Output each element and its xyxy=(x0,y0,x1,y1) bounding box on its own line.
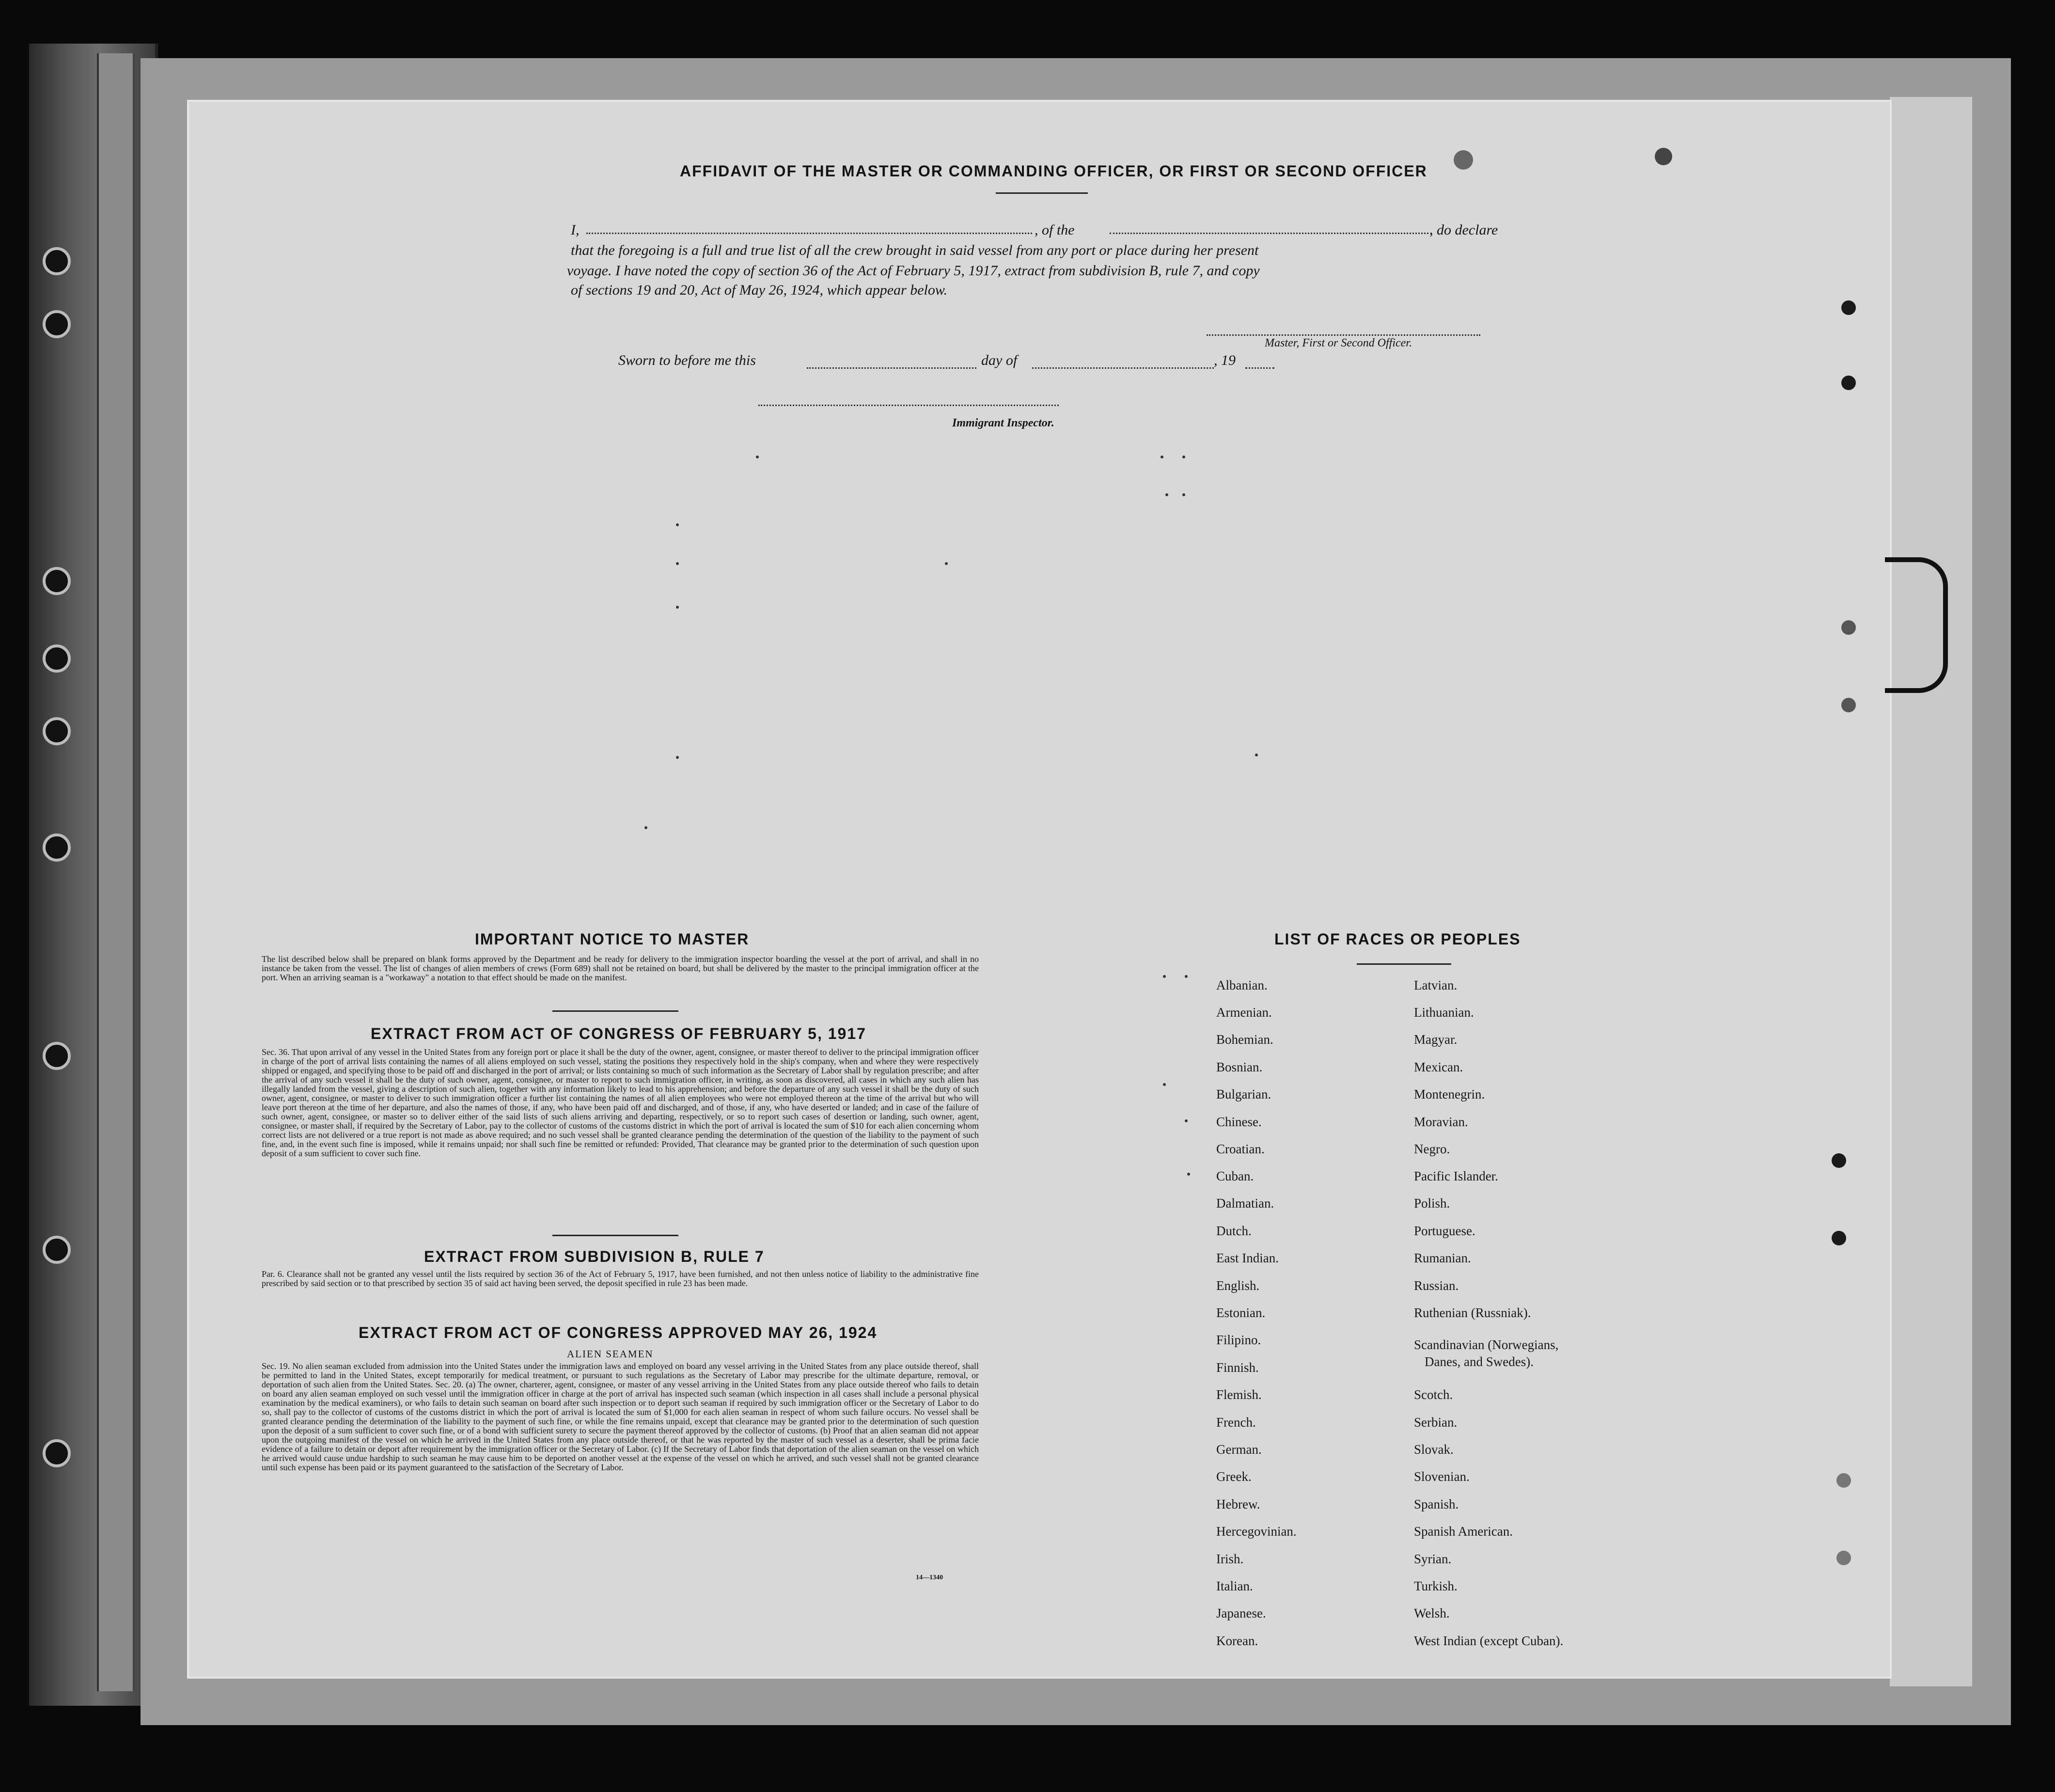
race-left: French. xyxy=(1216,1415,1256,1430)
affidavit-body-4: of sections 19 and 20, Act of May 26, 1924, which appear below. xyxy=(571,282,948,298)
race-right: Rumanian. xyxy=(1414,1251,1471,1265)
punch-hole xyxy=(1832,1231,1846,1245)
affidavit-i: I, xyxy=(571,222,580,238)
race-left: Italian. xyxy=(1216,1579,1253,1593)
scan-speck xyxy=(1182,493,1185,496)
race-right-cont: Danes, and Swedes). xyxy=(1425,1354,1534,1369)
affidavit-of-the: , of the xyxy=(1035,222,1075,238)
scan-speck xyxy=(1165,493,1168,496)
race-right: West Indian (except Cuban). xyxy=(1414,1634,1564,1648)
affidavit-body-2: that the foregoing is a full and true list of all the crew brought in said vessel from any port or place during her present xyxy=(571,242,1259,258)
race-right: Moravian. xyxy=(1414,1115,1468,1129)
section-rule xyxy=(552,1235,678,1236)
affidavit-declare: , do declare xyxy=(1429,222,1498,238)
binder-hole xyxy=(43,717,71,745)
scan-speck xyxy=(1161,456,1163,458)
race-left: Bohemian. xyxy=(1216,1032,1273,1047)
scan-speck xyxy=(756,456,759,458)
scan-speck xyxy=(1182,456,1185,458)
month-line xyxy=(1032,367,1214,369)
race-right: Montenegrin. xyxy=(1414,1087,1485,1101)
binder-hole xyxy=(43,247,71,275)
scan-speck xyxy=(1185,975,1188,978)
race-right: Ruthenian (Russniak). xyxy=(1414,1305,1531,1320)
sworn-day-line xyxy=(807,367,976,369)
binder-hole xyxy=(43,1439,71,1467)
notice-heading: IMPORTANT NOTICE TO MASTER xyxy=(475,930,750,948)
section-rule xyxy=(552,1010,678,1012)
scan-speck xyxy=(945,562,948,565)
race-left: Croatian. xyxy=(1216,1142,1265,1156)
race-right: Mexican. xyxy=(1414,1060,1463,1074)
race-left: German. xyxy=(1216,1442,1262,1457)
race-left: Bulgarian. xyxy=(1216,1087,1271,1101)
year-line xyxy=(1245,367,1274,369)
binding-cord xyxy=(1885,557,1948,693)
affidavit-title: AFFIDAVIT OF THE MASTER OR COMMANDING OFFICER, OR FIRST OR SECOND OFFICER xyxy=(680,162,1428,180)
race-left: Hercegovinian. xyxy=(1216,1524,1297,1539)
punch-hole xyxy=(1454,150,1473,170)
race-left: Japanese. xyxy=(1216,1606,1266,1620)
race-right: Pacific Islander. xyxy=(1414,1169,1498,1183)
scan-speck xyxy=(1163,1083,1166,1086)
race-left: English. xyxy=(1216,1278,1260,1293)
scan-speck xyxy=(1255,754,1258,756)
inspector-label: Immigrant Inspector. xyxy=(952,417,1054,429)
scan-speck xyxy=(676,756,679,759)
race-right: Lithuanian. xyxy=(1414,1005,1474,1020)
races-rule xyxy=(1357,963,1451,965)
vessel-line xyxy=(1110,233,1432,234)
underlying-page-edge xyxy=(1890,97,1972,1686)
race-right: Negro. xyxy=(1414,1142,1450,1156)
race-right: Spanish American. xyxy=(1414,1524,1513,1539)
title-rule xyxy=(996,192,1088,194)
punch-hole xyxy=(1841,300,1856,315)
race-right: Welsh. xyxy=(1414,1606,1450,1620)
punch-hole xyxy=(1836,1551,1851,1565)
sworn-label: Sworn to before me this xyxy=(618,352,756,368)
scan-speck xyxy=(676,523,679,526)
name-line xyxy=(586,233,1032,234)
punch-hole xyxy=(1841,376,1856,390)
race-right: Scotch. xyxy=(1414,1387,1453,1402)
race-right: Serbian. xyxy=(1414,1415,1458,1430)
punch-hole xyxy=(1841,620,1856,635)
master-signature-line xyxy=(1207,334,1480,336)
day-of-label: day of xyxy=(981,352,1018,368)
race-left: East Indian. xyxy=(1216,1251,1279,1265)
race-left: Chinese. xyxy=(1216,1115,1262,1129)
race-right: Slovenian. xyxy=(1414,1469,1470,1484)
punch-hole xyxy=(1655,148,1672,165)
scan-speck xyxy=(1185,1119,1188,1122)
scan-speck xyxy=(644,826,647,829)
race-right: Slovak. xyxy=(1414,1442,1454,1457)
scan-speck xyxy=(676,606,679,609)
binder-strip xyxy=(97,53,135,1691)
race-right: Spanish. xyxy=(1414,1497,1459,1511)
race-right: Portuguese. xyxy=(1414,1224,1475,1238)
notice-text: The list described below shall be prepared on blank forms approved by the Department and be ready for delivery to the immigration inspector boarding the vessel at the port of arrival, and shall in no instance be taken from the vessel. The list of changes of alien members of crews (Form 689) shall not be retained on board, but shall be delivered by the master to the principal immigration officer at the port. When an arriving seaman is a "workaway" a notation to that effect should be made on the manifest. xyxy=(262,954,979,982)
race-right: Syrian. xyxy=(1414,1552,1452,1566)
master-signature-label: Master, First or Second Officer. xyxy=(1265,337,1412,349)
inspector-signature-line xyxy=(758,405,1059,406)
race-left: Cuban. xyxy=(1216,1169,1254,1183)
scan-speck xyxy=(676,562,679,565)
race-left: Greek. xyxy=(1216,1469,1252,1484)
affidavit-body-3: voyage. I have noted the copy of section 36 of the Act of February 5, 1917, extract from subdivision B, rule 7, and copy xyxy=(567,263,1260,279)
race-left: Armenian. xyxy=(1216,1005,1272,1020)
binder-hole xyxy=(43,644,71,673)
extract-1924-heading: EXTRACT FROM ACT OF CONGRESS APPROVED MAY 26, 1924 xyxy=(359,1324,878,1341)
binder-hole xyxy=(43,833,71,862)
rule7-text: Par. 6. Clearance shall not be granted any vessel until the lists required by section 36 of the Act of February 5, 1917, have been furnished, and not then unless notice of liability to the administrative fine prescribed by said section or to that prescribed by section 35 of said act having been served, the deposit specified in rule 23 has been made. xyxy=(262,1269,979,1288)
extract-1917-heading: EXTRACT FROM ACT OF CONGRESS OF FEBRUARY 5, 1917 xyxy=(371,1025,866,1042)
scan-speck xyxy=(1163,975,1166,978)
punch-hole xyxy=(1841,698,1856,712)
race-right: Russian. xyxy=(1414,1278,1459,1293)
race-left: Irish. xyxy=(1216,1552,1244,1566)
year-prefix: , 19 xyxy=(1214,352,1236,368)
rule7-heading: EXTRACT FROM SUBDIVISION B, RULE 7 xyxy=(424,1248,765,1265)
race-right: Scandinavian (Norwegians, xyxy=(1414,1337,1559,1352)
race-left: Hebrew. xyxy=(1216,1497,1260,1511)
punch-hole xyxy=(1836,1473,1851,1488)
race-left: Dalmatian. xyxy=(1216,1196,1274,1210)
race-right: Polish. xyxy=(1414,1196,1450,1210)
punch-hole xyxy=(1832,1153,1846,1168)
binder-hole xyxy=(43,1042,71,1070)
race-right: Magyar. xyxy=(1414,1032,1458,1047)
races-heading: LIST OF RACES OR PEOPLES xyxy=(1274,930,1521,948)
race-left: Flemish. xyxy=(1216,1387,1262,1402)
form-number: 14—1340 xyxy=(916,1574,943,1581)
race-left: Estonian. xyxy=(1216,1305,1266,1320)
binder-hole xyxy=(43,1236,71,1264)
race-right: Latvian. xyxy=(1414,978,1458,992)
extract-1917-text: Sec. 36. That upon arrival of any vessel in the United States from any foreign port or place it shall be the duty of the owner, agent, consignee, or master thereof to deliver to the principal immigration officer in charge of the port of arrival lists containing the names of all aliens employed on such vessel, stating the positions they respectively hold in the ship's company, when and where they were respectively shipped or engaged, and specifying those to be paid off and discharged in the port of arrival; or lists containing so much of such information as the Secretary of Labor shall by regulation prescribe; and after the arrival of any such vessel it shall be the duty of such owner, agent, consignee, or master to report to such immigration officer, in writing, as soon as discovered, all cases in which any such alien has illegally landed from the vessel, giving a description of such alien, together with any information likely to lead to his apprehension; and before the departure of any such vessel it shall be the duty of such owner, agent, consignee, or master to deliver to such immigration officer a further list containing the names of all alien employees who were not employed thereon at the time of the arrival but who will leave port thereon at the time of her departure, and also the names of those, if any, who have been paid off and discharged, and of those, if any, who have deserted or landed; and in case of the failure of such owner, agent, consignee, or master so to deliver either of the said lists of such aliens arriving and departing, respectively, or so to report such cases of desertion or landing, such owner, agent, consignee, or master shall, if required by the Secretary of Labor, pay to the collector of customs of the customs district in which the port of arrival is located the sum of $10 for each alien concerning whom correct lists are not delivered or a true report is not made as above required; and no such vessel shall be granted clearance pending the determination of the question of the liability to the payment of such fine, and, in the event such fine is imposed, while it remains unpaid; nor shall such fine be remitted or refunded: Provided, That clearance may be granted prior to the determination of such question upon deposit of a sum sufficient to cover such fine. xyxy=(262,1047,979,1158)
race-right: Turkish. xyxy=(1414,1579,1458,1593)
binder-hole xyxy=(43,310,71,338)
race-left: Filipino. xyxy=(1216,1333,1261,1347)
race-left: Dutch. xyxy=(1216,1224,1252,1238)
scan-speck xyxy=(1187,1173,1190,1176)
race-left: Bosnian. xyxy=(1216,1060,1263,1074)
race-left: Korean. xyxy=(1216,1634,1258,1648)
race-left: Finnish. xyxy=(1216,1360,1259,1375)
extract-1924-text: Sec. 19. No alien seaman excluded from admission into the United States under the immigration laws and employed on board any vessel arriving in the United States from any place outside thereof, shall be permitted to land in the United States, except temporarily for medical treatment, or pursuant to such regulations as the Secretary of Labor may prescribe for the ultimate departure, removal, or deportation of such alien from the United States. Sec. 20. (a) The owner, charterer, agent, consignee, or master of any vessel arriving in the United States from any place outside thereof who fails to detain on board any alien seaman employed on such vessel until the immigration officer in charge at the port of arrival has inspected such seaman (which inspection in all cases shall include a personal physical examination by the medical examiners), or who fails to detain such seaman on board after such inspection or to deport such seaman if required by such immigration officer or the Secretary of Labor to do so, shall pay to the collector of customs of the customs district in which the port of arrival is located the sum of $1,000 for each alien seaman in respect of whom such failure occurs. No vessel shall be granted clearance pending the determination of the liability to the payment of such fine, or while the fine remains unpaid, except that clearance may be granted prior to the determination of such question upon the deposit of a sum sufficient to cover such fine, or of a bond with sufficient surety to secure the payment thereof approved by the collector of customs. (b) Proof that an alien seaman did not appear upon the outgoing manifest of the vessel on which he arrived in the United States from any place outside thereof, or that he was reported by the master of such vessel as a deserter, shall be prima facie evidence of a failure to detain or deport after requirement by the immigration officer or the Secretary of Labor. (c) If the Secretary of Labor finds that deportation of the alien seaman on the vessel on which he arrived would cause undue hardship to such seaman he may cause him to be deported on another vessel at the expense of the vessel on which he arrived, and such vessel shall not be granted clearance until such expense has been paid or its payment guaranteed to the satisfaction of the Secretary of Labor. xyxy=(262,1361,979,1472)
binder-hole xyxy=(43,567,71,595)
extract-1924-subheading: ALIEN SEAMEN xyxy=(567,1348,654,1360)
race-left: Albanian. xyxy=(1216,978,1268,992)
